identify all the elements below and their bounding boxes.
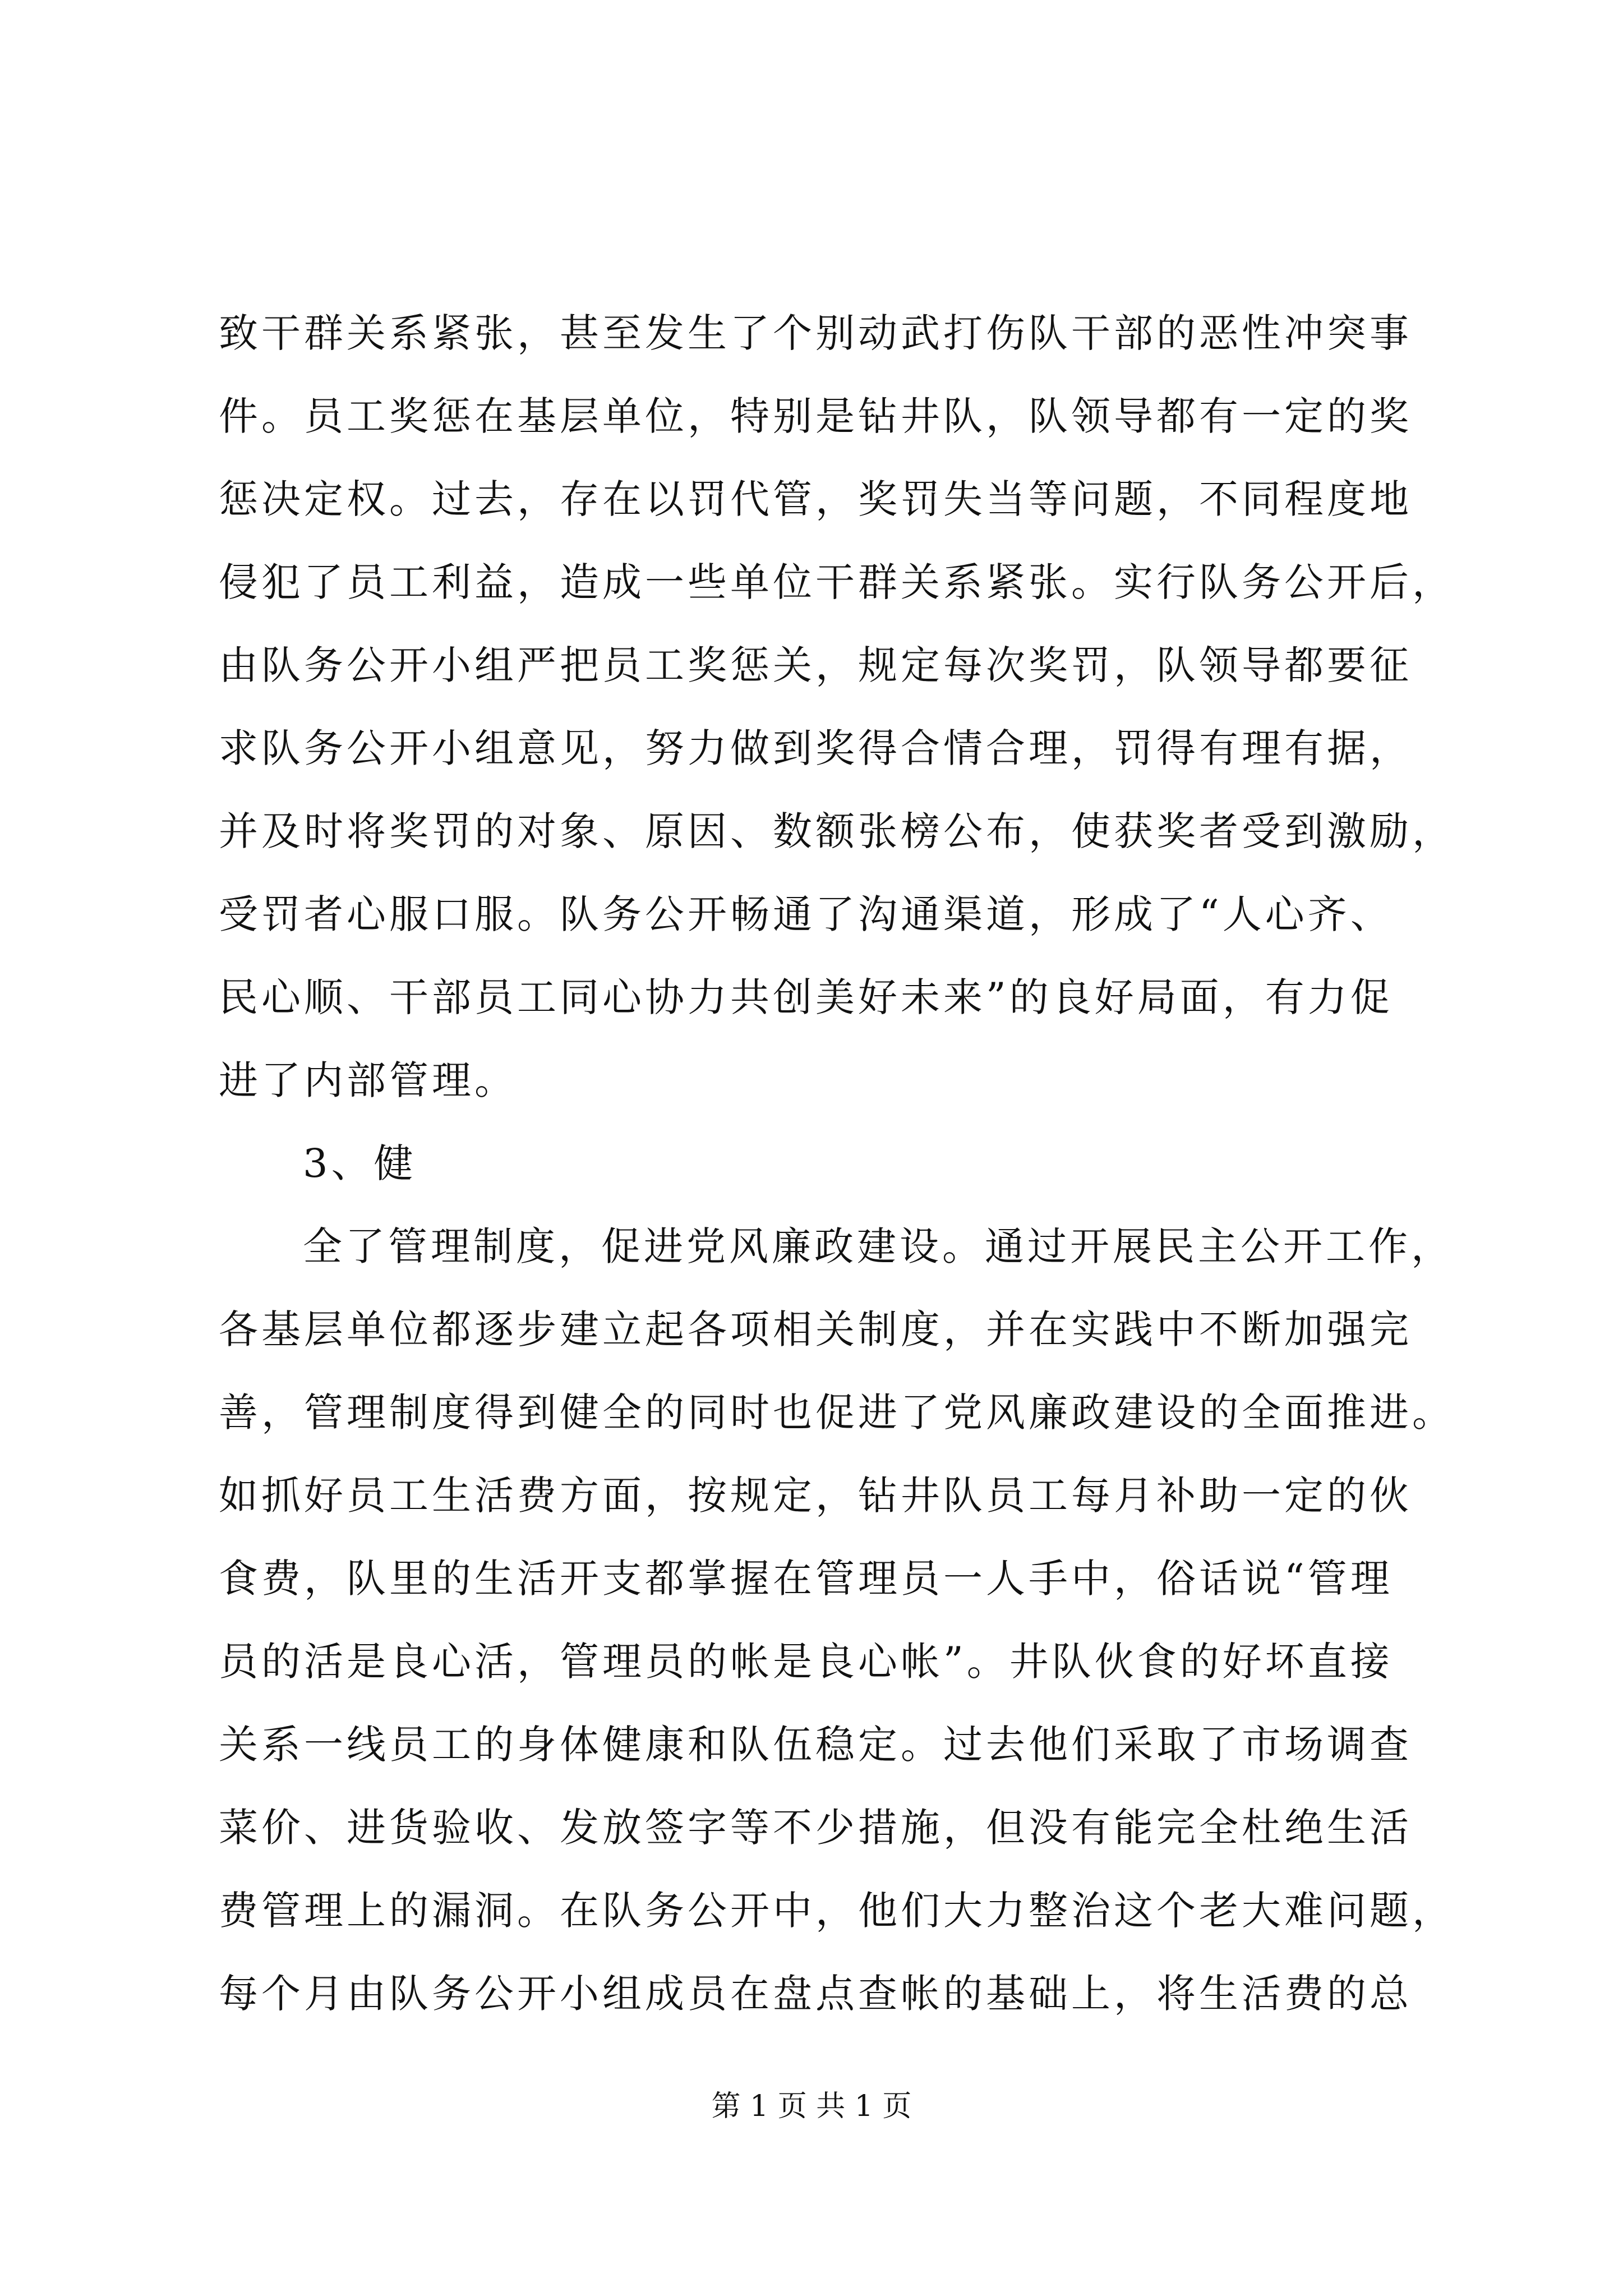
text-line: 费管理上的漏洞。在队务公开中，他们大力整治这个老大难问题， — [219, 1888, 1455, 1934]
page-number-footer: 第 1 页 共 1 页 — [711, 2090, 912, 2123]
text-line: 受罚者心服口服。队务公开畅通了沟通渠道，形成了“人心齐、 — [219, 891, 1393, 937]
text-line: 侵犯了员工利益，造成一些单位干群关系紧张。实行队务公开后， — [219, 559, 1455, 605]
text-line: 各基层单位都逐步建立起各项相关制度，并在实践中不断加强完 — [219, 1306, 1412, 1352]
text-line: 民心顺、干部员工同心协力共创美好未来”的良好局面，有力促 — [219, 974, 1393, 1020]
text-line: 每个月由队务公开小组成员在盘点查帐的基础上，将生活费的总 — [219, 1971, 1412, 2017]
text-line: 员的活是良心活，管理员的帐是良心帐”。井队伙食的好坏直接 — [219, 1639, 1393, 1685]
section-heading: 3、健 — [303, 1140, 417, 1186]
paragraph-first-line: 全了管理制度，促进党风廉政建设。通过开展民主公开工作， — [303, 1223, 1454, 1269]
text-line: 并及时将奖罚的对象、原因、数额张榜公布，使获奖者受到激励， — [219, 808, 1455, 854]
text-line: 件。员工奖惩在基层单位，特别是钻井队，队领导都有一定的奖 — [219, 393, 1412, 439]
text-line: 进了内部管理。 — [219, 1057, 517, 1103]
text-line: 菜价、进货验收、发放签字等不少措施，但没有能完全杜绝生活 — [219, 1805, 1412, 1851]
text-line: 求队务公开小组意见，努力做到奖得合情合理，罚得有理有据， — [219, 725, 1412, 771]
text-line: 如抓好员工生活费方面，按规定，钻井队员工每月补助一定的伙 — [219, 1473, 1412, 1519]
text-line: 惩决定权。过去，存在以罚代管，奖罚失当等问题，不同程度地 — [219, 476, 1412, 522]
text-line: 食费，队里的生活开支都掌握在管理员一人手中，俗话说“管理 — [219, 1556, 1393, 1602]
text-line: 善，管理制度得到健全的同时也促进了党风廉政建设的全面推进。 — [219, 1389, 1455, 1435]
body-text — [219, 292, 1455, 2035]
text-line: 致干群关系紧张，甚至发生了个别动武打伤队干部的恶性冲突事 — [219, 310, 1412, 356]
text-line: 由队务公开小组严把员工奖惩关，规定每次奖罚，队领导都要征 — [219, 642, 1412, 688]
text-line: 关系一线员工的身体健康和队伍稳定。过去他们采取了市场调查 — [219, 1722, 1412, 1768]
